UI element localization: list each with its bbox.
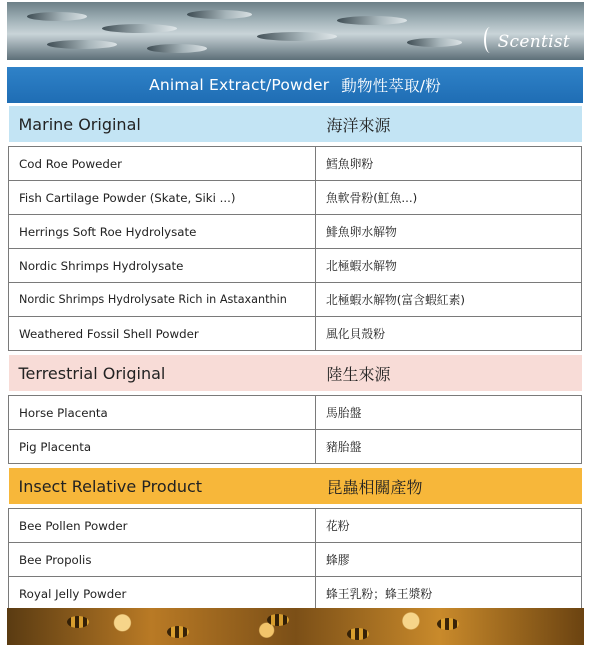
product-name-cn: 馬胎盤 (316, 396, 582, 430)
product-name-cn: 豬胎盤 (316, 430, 582, 464)
section-title-en: Terrestrial Original (9, 355, 316, 391)
honeycomb-banner (7, 608, 584, 645)
table-row (9, 147, 582, 181)
section-title-en: Insect Relative Product (9, 468, 316, 504)
product-name-en: Herrings Soft Roe Hydrolysate (9, 215, 316, 249)
product-table (8, 106, 582, 611)
table-row (9, 181, 582, 215)
section-title-cn: 陸生來源 (316, 355, 582, 391)
product-name-en: Bee Propolis (9, 543, 316, 577)
table-row (9, 249, 582, 283)
product-name-en: Weathered Fossil Shell Powder (9, 317, 316, 351)
product-name-en: Cod Roe Poweder (9, 147, 316, 181)
product-name-cn: 北極蝦水解物(富含蝦紅素) (316, 283, 582, 317)
product-name-en: Fish Cartilage Powder (Skate, Siki ...) (9, 181, 316, 215)
brand-logo: Scentist (497, 32, 570, 52)
table-row (9, 283, 582, 317)
product-name-en: Royal Jelly Powder (9, 577, 316, 611)
table-row (9, 509, 582, 543)
section-title-cn: 昆蟲相關產物 (316, 468, 582, 504)
title-english: Animal Extract/Powder (149, 76, 330, 94)
product-name-cn: 鱈魚卵粉 (316, 147, 582, 181)
section-title-cn: 海洋來源 (316, 106, 582, 142)
table-row (9, 215, 582, 249)
section-header-marine (9, 106, 582, 142)
fish-banner (7, 2, 584, 60)
scentist-logo-icon (484, 27, 496, 53)
page-title (7, 67, 583, 103)
product-name-en: Nordic Shrimps Hydrolysate Rich in Astaxanthin (9, 283, 316, 317)
table-row (9, 317, 582, 351)
product-name-cn: 鯡魚卵水解物 (316, 215, 582, 249)
table-row (9, 577, 582, 611)
product-name-en: Nordic Shrimps Hydrolysate (9, 249, 316, 283)
product-name-cn: 魚軟骨粉(魟魚...) (316, 181, 582, 215)
product-name-cn: 花粉 (316, 509, 582, 543)
section-header-terrestrial (9, 355, 582, 391)
section-header-insect (9, 468, 582, 504)
product-name-cn: 風化貝殼粉 (316, 317, 582, 351)
title-chinese: 動物性萃取/粉 (341, 77, 441, 95)
product-name-cn: 蜂膠 (316, 543, 582, 577)
table-row (9, 396, 582, 430)
product-name-en: Horse Placenta (9, 396, 316, 430)
table-row (9, 430, 582, 464)
product-name-cn: 北極蝦水解物 (316, 249, 582, 283)
product-name-en: Pig Placenta (9, 430, 316, 464)
product-name-en: Bee Pollen Powder (9, 509, 316, 543)
product-name-cn: 蜂王乳粉；蜂王漿粉 (316, 577, 582, 611)
section-title-en: Marine Original (9, 106, 316, 142)
table-row (9, 543, 582, 577)
